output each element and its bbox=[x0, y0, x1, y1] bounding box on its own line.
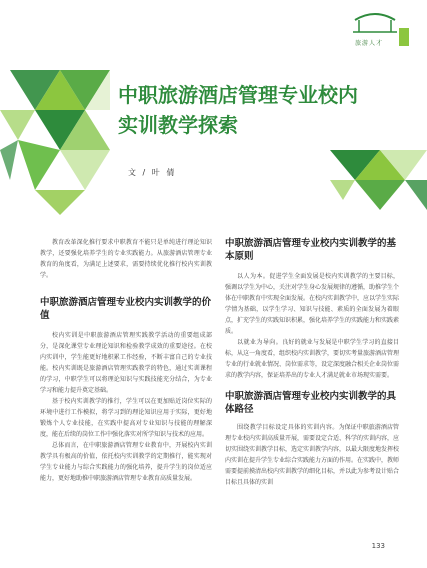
paragraph: 以就业为导向。良好的就业与发展是中职学生学习的直接目标，从这一角度看，组织校内实训教学，要切实考量旅游酒店管理专业的行业就业情况、岗位需求等，设定深度融合相关企业岗位需求的教学内容，保证培养出的专业人才满足就业市场现实需要。 bbox=[225, 339, 400, 379]
paragraph: 以人为本。促进学生全面发展是校内实训教学的主要目标，强调以学生为中心，关注对学生身心发展规律的遵循，助推学生个体在中职教育中实现全面发展。在校内实训教学中，应以学生实际学情为基础，以学生学习、知识与技能、素质的全面发展为着眼点，扩充学生的实践知识积累，强化培养学生的实践能力和实践素质。 bbox=[225, 273, 400, 335]
lead-phrase: 围绕教学目标设定具体的实训内容。 bbox=[237, 424, 339, 431]
paragraph: 总体而言，在中职旅游酒店管理专业教育中，开展校内实训教学具有极高的价值，依托校内实训教学的定期推行，能实现对学生专业能力与综合实践能力的强化培养，提升学生的岗位适应能力，更好地助推中职旅游酒店管理专业教育高质量发展。 bbox=[40, 442, 212, 482]
paragraph: 围绕教学目标设定具体的实训内容。为保证中职旅游酒店管理专业校内实训高质量开展，需要设定合适、科学的实训内容，应切实围绕实训教学目标，选定实训教学内容，以最大限度地发挥校内实训在提升学生专业综合实践能力方面的作用。在实践中，教师需要提前摸清出校内实训教学的细化目标，并以此为参考设计贴合目标且具体的实训 bbox=[225, 424, 400, 486]
article-title bbox=[118, 80, 418, 140]
author-byline: 文 / 叶 倩 bbox=[128, 168, 177, 177]
title-line-2: 实训教学探索 bbox=[118, 113, 238, 137]
intro-paragraph: 教育改革深化推行要求中职教育不能只是单纯进行理论知识教学，还要强化培养学生的专业实践能力。从旅游酒店管理专业教育的角度看，为满足上述要求，需要持续优化推行校内实训教学。 bbox=[40, 239, 212, 279]
right-triangle-cluster bbox=[330, 150, 427, 210]
section-heading-principles: 中职旅游酒店管理专业校内实训教学的基本原则 bbox=[225, 238, 397, 262]
lead-phrase: 以就业为导向。 bbox=[237, 339, 283, 346]
left-column bbox=[40, 237, 212, 484]
left-triangle-cluster bbox=[0, 70, 110, 215]
lead-phrase: 以人为本。 bbox=[237, 273, 270, 280]
section-heading-paths: 中职旅游酒店管理专业校内实训教学的具体路径 bbox=[225, 391, 397, 415]
column-label: 旅游人才 bbox=[354, 40, 383, 47]
section-heading-value: 中职旅游酒店管理专业校内实训教学的价值 bbox=[40, 297, 212, 321]
page-number: 133 bbox=[371, 542, 385, 550]
title-line-1: 中职旅游酒店管理专业校内 bbox=[118, 83, 358, 107]
paragraph: 校内实训是中职旅游酒店管理实践教学活动的重要组成部分，是深化课堂专业理论知识和检验教学成效的重要途径。在校内实训中，学生能更好地积累工作经验，不断丰富自己的专业技能。校内实训既是旅游酒店管理实践教学的特色，通过实训课程的学习，中职学生可以将理论知识与实践技能充分结合，为专业学习和能力提升奠定基础。 bbox=[40, 332, 212, 394]
paragraph: 基于校内实训教学的推行，学生可以在更加贴近岗位实际的环境中进行工作模拟，将学习到的理论知识应用于实际，更好地锻炼个人专业技能，在实践中提高对专业知识与技能的理解深度，能在后续的岗位工作中强化落实对所学知识与技术的应用。 bbox=[40, 398, 212, 438]
right-column bbox=[225, 237, 399, 488]
